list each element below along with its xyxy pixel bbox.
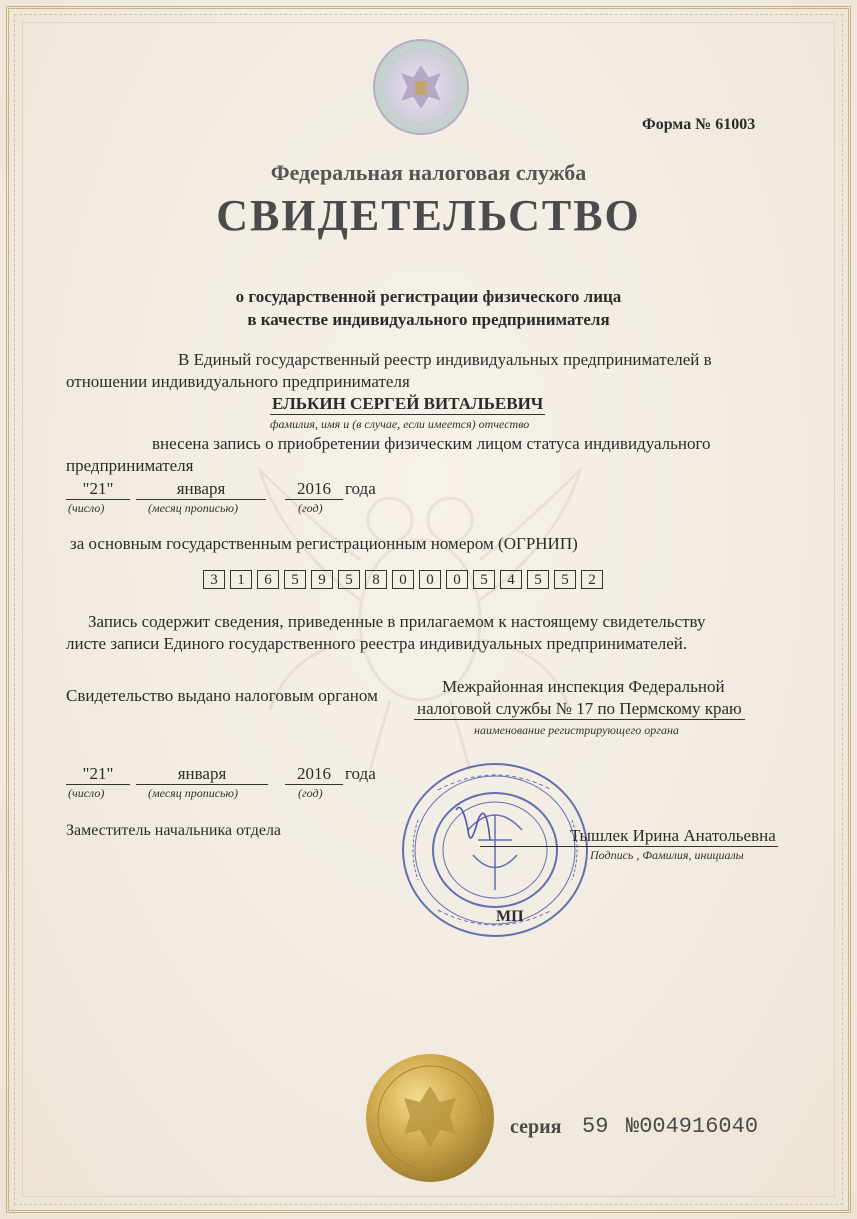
- date1-month-hint: (месяц прописью): [148, 501, 238, 515]
- date2-suffix: года: [345, 764, 376, 783]
- intro-line-1: В Единый государственный реестр индивидуальных предпринимателей в: [178, 350, 712, 369]
- date1-day: "21": [66, 479, 130, 500]
- date2-day-hint: (число): [68, 786, 105, 800]
- issued-by-label: Свидетельство выдано налоговым органом: [66, 686, 378, 705]
- date1-month: января: [136, 479, 266, 500]
- date2-day: "21": [66, 764, 130, 785]
- entry-line-1: внесена запись о приобретении физическим лицом статуса индивидуального: [152, 434, 711, 453]
- ogrnip-digit: 5: [527, 570, 549, 589]
- ogrnip-digit: 9: [311, 570, 333, 589]
- ogrnip-digit: 5: [284, 570, 306, 589]
- date2-year: 2016: [285, 764, 343, 785]
- series-value: 59: [582, 1114, 609, 1139]
- signature-hint: Подпись , Фамилия, инициалы: [590, 848, 744, 862]
- date2-month: января: [136, 764, 268, 785]
- authority-line-2: налоговой службы № 17 по Пермскому краю: [414, 699, 745, 720]
- date2-month-hint: (месяц прописью): [148, 786, 238, 800]
- signer-position: Заместитель начальника отдела: [66, 822, 282, 839]
- form-number: Форма № 61003: [642, 116, 756, 133]
- gold-foil-seal-icon: [364, 1052, 496, 1184]
- ogrnip-digit: 3: [203, 570, 225, 589]
- ogrnip-digit: 6: [257, 570, 279, 589]
- subtitle-line-2: в качестве индивидуального предпринимателя: [247, 310, 610, 329]
- signer-name: Тышлек Ирина Анатольевна: [480, 826, 778, 847]
- date1-suffix: года: [345, 479, 376, 498]
- hologram-emblem-icon: [372, 38, 470, 136]
- record-line-1: Запись содержит сведения, приведенные в прилагаемом к настоящему свидетельству: [88, 612, 706, 631]
- ogrnip-digit: 1: [230, 570, 252, 589]
- date1-year-hint: (год): [298, 501, 323, 515]
- ogrnip-digit: 5: [554, 570, 576, 589]
- name-hint: фамилия, имя и (в случае, если имеется) отчество: [270, 417, 530, 431]
- series-label: серия: [510, 1116, 562, 1138]
- ogrnip-digit: 8: [365, 570, 387, 589]
- ogrnip-digit: 5: [473, 570, 495, 589]
- date1-year: 2016: [285, 479, 343, 500]
- ogrnip-digit: 5: [338, 570, 360, 589]
- agency-name: Федеральная налоговая служба: [270, 160, 587, 185]
- record-line-2: листе записи Единого государственного реестра индивидуальных предпринимателей.: [66, 634, 688, 653]
- page-title: СВИДЕТЕЛЬСТВО: [216, 191, 641, 240]
- ogrnip-digit: 0: [446, 570, 468, 589]
- ogrnip-digit: 0: [419, 570, 441, 589]
- intro-line-2: отношении индивидуального предпринимателя: [66, 372, 410, 391]
- ogrnip-label: за основным государственным регистрационным номером (ОГРНИП): [70, 534, 578, 553]
- subtitle-line-1: о государственной регистрации физического лица: [235, 287, 622, 306]
- entry-line-2: предпринимателя: [66, 456, 194, 475]
- certificate-number: №004916040: [626, 1114, 759, 1139]
- date2-year-hint: (год): [298, 786, 323, 800]
- ogrnip-digit: 2: [581, 570, 603, 589]
- ogrnip-digit: 4: [500, 570, 522, 589]
- ogrnip-digit: 0: [392, 570, 414, 589]
- entrepreneur-name: ЕЛЬКИН СЕРГЕЙ ВИТАЛЬЕВИЧ: [272, 394, 544, 413]
- authority-hint: наименование регистрирующего органа: [474, 723, 679, 737]
- date1-day-hint: (число): [68, 501, 105, 515]
- seal-place-label: МП: [496, 908, 524, 925]
- authority-line-1: Межрайонная инспекция Федеральной: [442, 677, 725, 696]
